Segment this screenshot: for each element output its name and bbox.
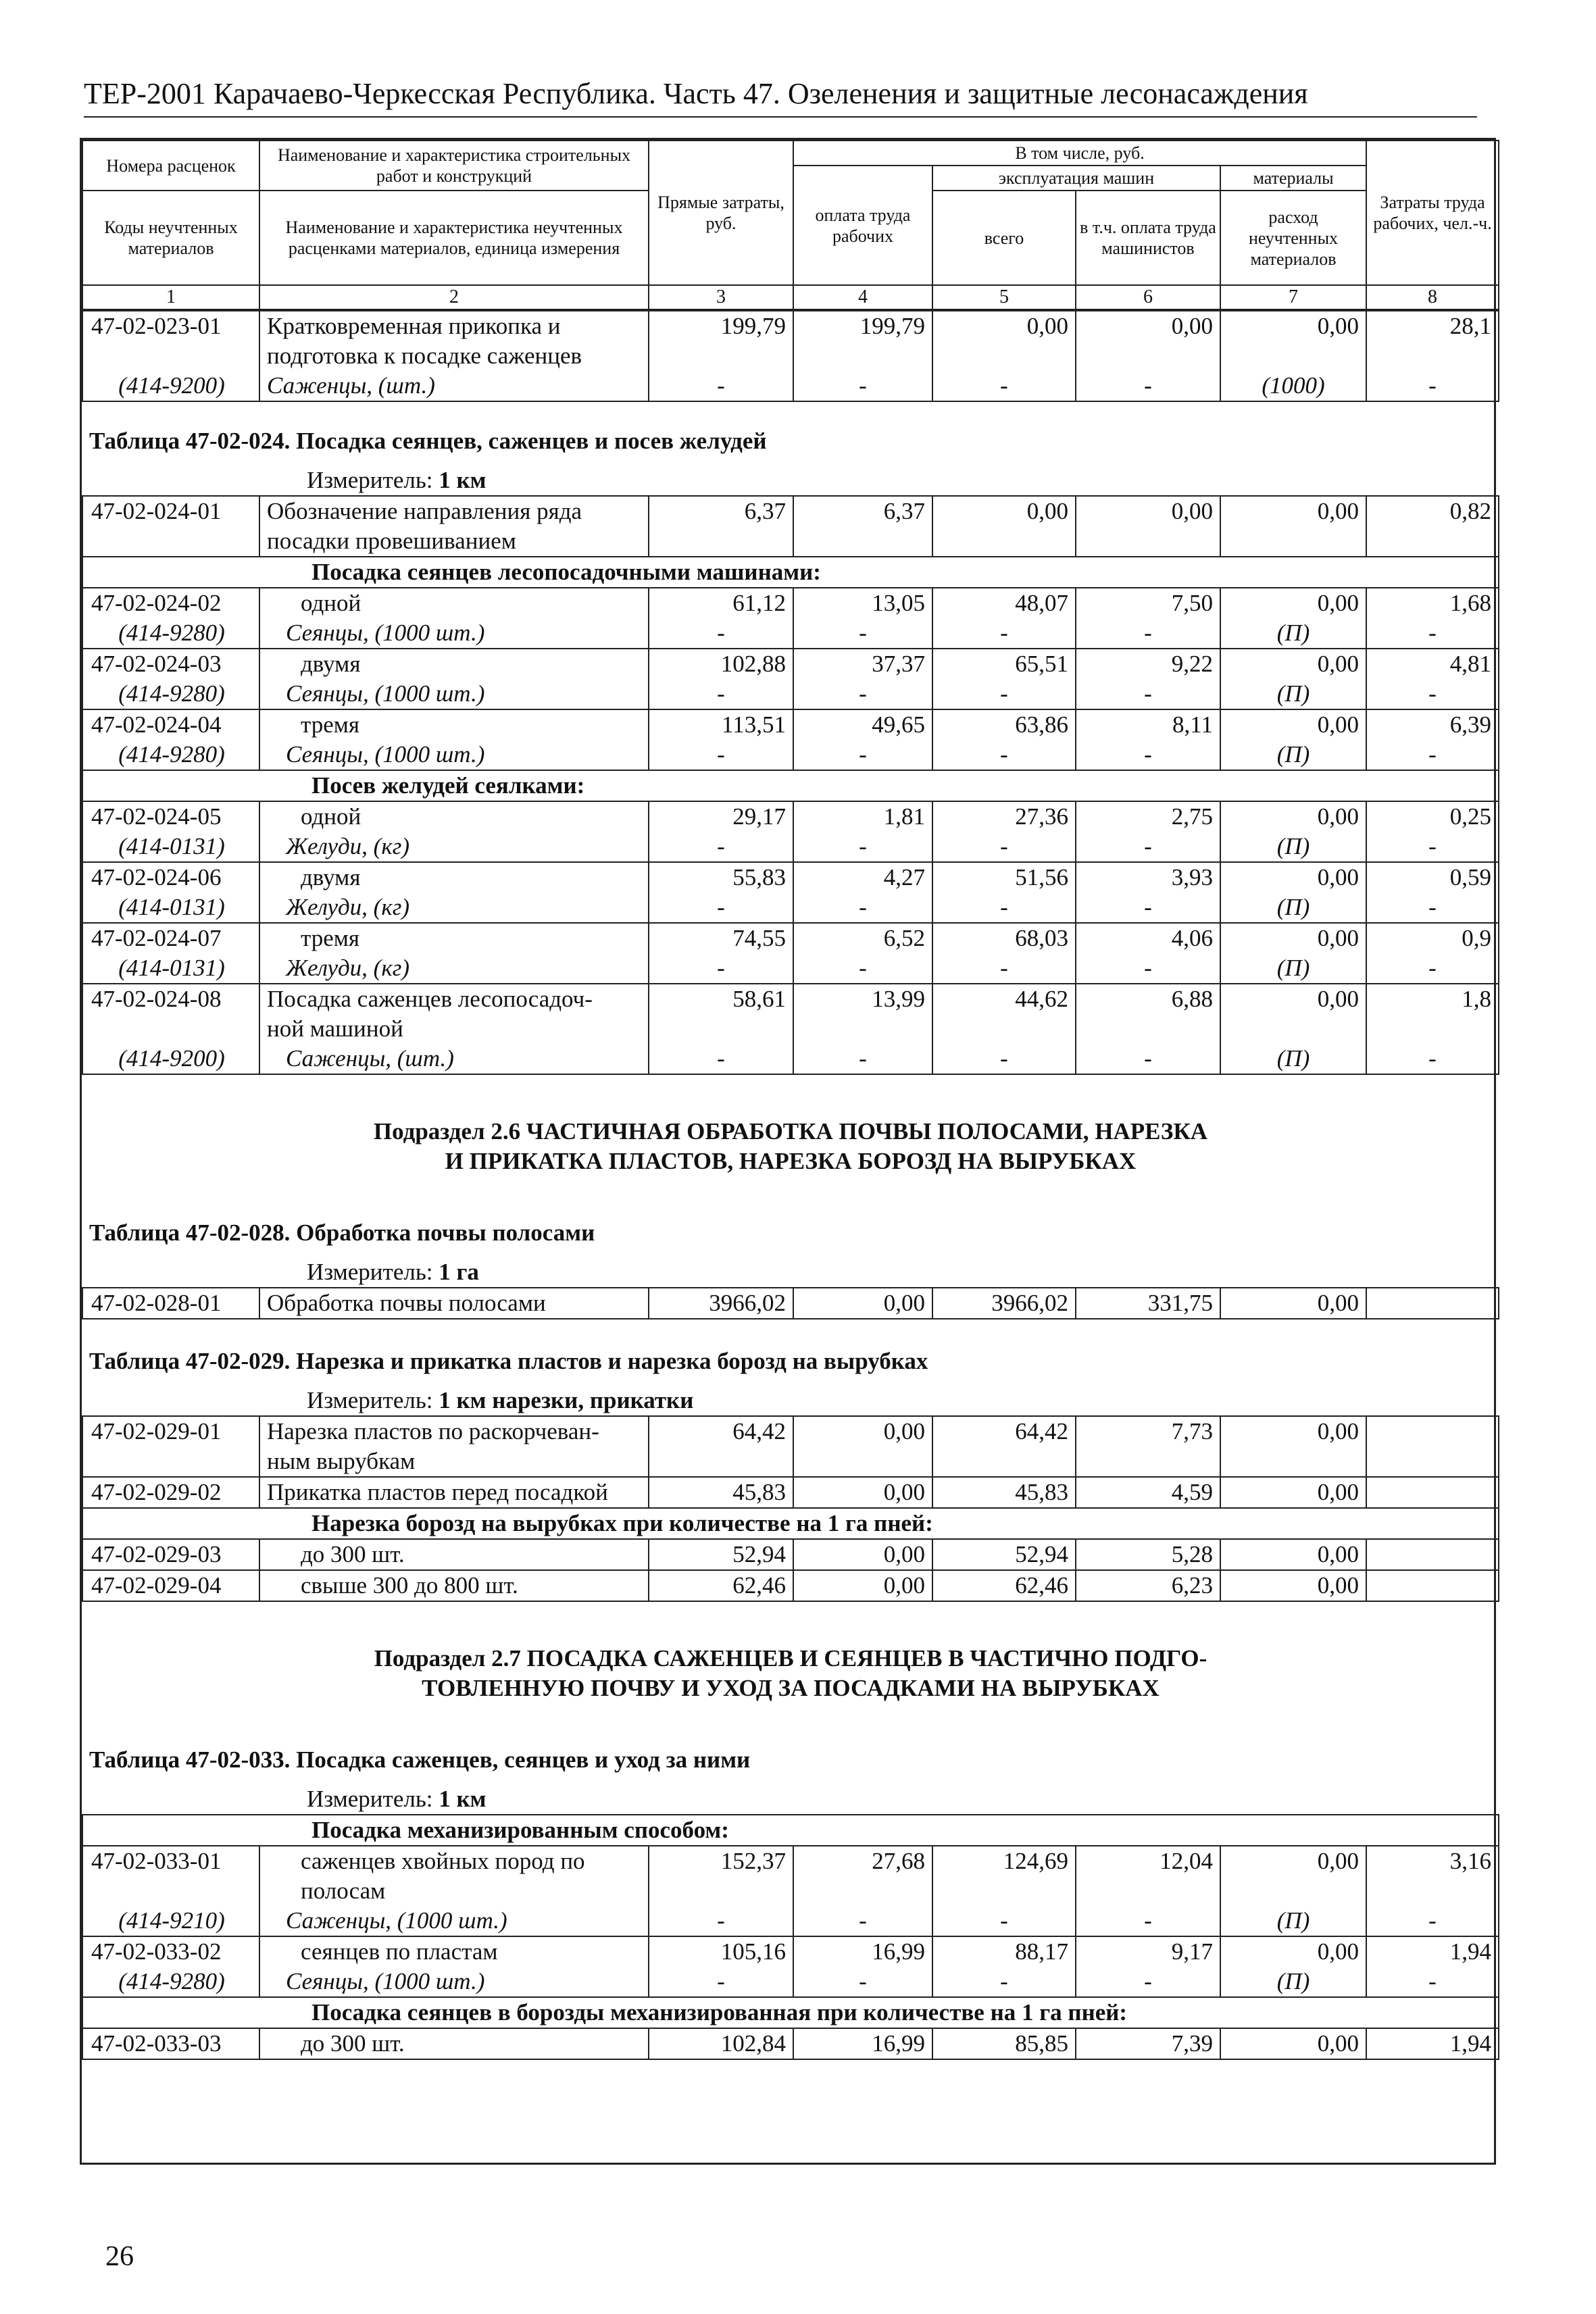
direct-costs: 62,46 [649,1570,793,1601]
rate-code: 47-02-024-06 [82,862,259,892]
rate-name: саженцев хвойных пород по [259,1846,649,1876]
material-usage: 0,00 [1220,2028,1366,2059]
material-value: - [1076,1044,1220,1074]
machines-total: 52,94 [932,1539,1076,1570]
rate-name: двумя [259,862,649,892]
col-number: 2 [259,285,649,309]
col-machines: эксплуатация машин [932,166,1220,191]
material-usage: 0,00 [1220,496,1366,526]
material-value: - [1076,832,1220,862]
direct-costs: 102,84 [649,2028,793,2059]
direct-costs: 55,83 [649,862,793,892]
material-value: - [1076,371,1220,401]
machinist-pay: 331,75 [1076,1288,1220,1319]
rate-name: Посадка саженцев лесопосадоч- [259,984,649,1014]
material-code: (414-9280) [82,740,259,770]
rates-body [82,310,1499,2060]
meter: Измеритель: 1 км нарезки, прикатки [307,1387,694,1413]
meter: Измеритель: 1 км [307,467,487,493]
labor-hours: 1,68 [1366,588,1499,618]
rate-name: одной [259,588,649,618]
rate-name: свыше 300 до 800 шт. [259,1570,649,1601]
material-value: - [1366,832,1499,862]
table-row [82,1477,1499,1508]
machinist-pay: 9,17 [1076,1936,1220,1967]
machinist-pay: 4,06 [1076,923,1220,953]
direct-costs: 45,83 [649,1477,793,1508]
labor-pay: 199,79 [793,311,932,341]
material-value: - [1076,1967,1220,1997]
material-row [82,371,1499,401]
rate-code: 47-02-033-03 [82,2028,259,2059]
material-name: Сеянцы, (1000 шт.) [259,618,649,649]
labor-pay: 0,00 [793,1539,932,1570]
table-row [82,2028,1499,2059]
material-code: (414-9280) [82,1967,259,1997]
machinist-pay: 7,73 [1076,1416,1220,1447]
material-value: - [793,892,932,923]
labor-hours: 1,94 [1366,2028,1499,2059]
material-value: - [932,953,1076,984]
rate-name: посадки провешиванием [259,526,649,557]
material-value: - [932,1044,1076,1074]
rate-code: 47-02-029-03 [82,1539,259,1570]
material-row [82,1967,1499,1997]
group-heading: Посадка сеянцев в борозды механизированная при количестве на 1 га пней: [82,1997,1499,2028]
group-heading: Посев желудей сеялками: [82,770,1499,801]
material-value: (П) [1220,1967,1366,1997]
material-value: - [649,892,793,923]
machines-total: 88,17 [932,1936,1076,1967]
material-value: (1000) [1220,371,1366,401]
material-usage: 0,00 [1220,801,1366,832]
rate-name: одной [259,801,649,832]
material-code: (414-0131) [82,892,259,923]
material-value: (П) [1220,953,1366,984]
material-usage: 0,00 [1220,311,1366,341]
material-value: - [1366,953,1499,984]
machines-total: 3966,02 [932,1288,1076,1319]
col-material-names: Наименование и характеристика неучтенных расценками материалов, единица измерения [259,191,649,285]
labor-pay: 1,81 [793,801,932,832]
material-value: - [793,832,932,862]
direct-costs: 61,12 [649,588,793,618]
material-value: - [649,1967,793,1997]
machinist-pay: 6,88 [1076,984,1220,1014]
rate-code: 47-02-024-07 [82,923,259,953]
machines-total: 0,00 [932,311,1076,341]
machinist-pay: 7,39 [1076,2028,1220,2059]
labor-pay: 16,99 [793,2028,932,2059]
rate-code: 47-02-033-01 [82,1846,259,1876]
material-row [82,1044,1499,1074]
labor-hours [1366,1539,1499,1570]
table-row [82,1416,1499,1447]
material-value: (П) [1220,618,1366,649]
machines-total: 48,07 [932,588,1076,618]
machines-total: 65,51 [932,649,1076,679]
labor-hours: 0,59 [1366,862,1499,892]
material-value: - [1366,1044,1499,1074]
machines-total: 0,00 [932,496,1076,526]
material-usage: 0,00 [1220,1288,1366,1319]
group-heading: Посадка сеянцев лесопосадочными машинами: [82,557,1499,588]
labor-hours [1366,1416,1499,1447]
material-value: - [649,618,793,649]
group-heading: Нарезка борозд на вырубках при количестве на 1 га пней: [82,1508,1499,1539]
machinist-pay: 2,75 [1076,801,1220,832]
material-name: Саженцы, (шт.) [259,1044,649,1074]
material-value: - [793,740,932,770]
table-row [82,1846,1499,1876]
rate-code: 47-02-029-04 [82,1570,259,1601]
material-value: - [793,1967,932,1997]
material-value: - [932,1967,1076,1997]
col-material-codes: Коды неучтенных материалов [82,191,259,285]
labor-hours: 0,9 [1366,923,1499,953]
machines-total: 51,56 [932,862,1076,892]
rate-name: Прикатка пластов перед посадкой [259,1477,649,1508]
machines-total: 44,62 [932,984,1076,1014]
labor-hours: 1,94 [1366,1936,1499,1967]
rate-name: Нарезка пластов по раскорчеван- [259,1416,649,1447]
material-value: - [1076,892,1220,923]
material-row [82,1906,1499,1936]
table-row [82,311,1499,341]
table-row [82,923,1499,953]
material-usage: 0,00 [1220,1416,1366,1447]
material-row [82,618,1499,649]
rate-name: тремя [259,923,649,953]
rate-code: 47-02-024-01 [82,496,259,526]
machinist-pay: 4,59 [1076,1477,1220,1508]
material-value: - [1076,1906,1220,1936]
material-value: - [793,953,932,984]
machines-total: 124,69 [932,1846,1076,1876]
meter: Измеритель: 1 км [307,1786,487,1812]
col-number: 4 [793,285,932,309]
column-header [82,140,1499,310]
machines-total: 85,85 [932,2028,1076,2059]
material-value: (П) [1220,1044,1366,1074]
rate-name: двумя [259,649,649,679]
material-row [82,953,1499,984]
material-row [82,740,1499,770]
labor-hours [1366,1288,1499,1319]
labor-pay: 27,68 [793,1846,932,1876]
material-usage: 0,00 [1220,984,1366,1014]
labor-hours: 28,1 [1366,311,1499,341]
rate-code: 47-02-029-02 [82,1477,259,1508]
col-rate-number: Номера расценок [82,141,259,191]
rate-name: Обработка почвы полосами [259,1288,649,1319]
direct-costs: 74,55 [649,923,793,953]
material-value: - [649,371,793,401]
col-machinist-pay: в т.ч. оплата труда машинистов [1076,191,1220,285]
machinist-pay: 9,22 [1076,649,1220,679]
material-value: (П) [1220,679,1366,709]
material-usage: 0,00 [1220,1539,1366,1570]
material-code: (414-0131) [82,953,259,984]
material-value: - [649,1044,793,1074]
material-row [82,892,1499,923]
col-number: 7 [1220,285,1366,309]
material-usage: 0,00 [1220,588,1366,618]
material-value: - [649,740,793,770]
machinist-pay: 0,00 [1076,496,1220,526]
material-value: - [932,740,1076,770]
labor-pay: 37,37 [793,649,932,679]
machinist-pay: 7,50 [1076,588,1220,618]
table-row [82,1570,1499,1601]
material-value: - [932,618,1076,649]
labor-pay: 6,52 [793,923,932,953]
rate-code: 47-02-024-02 [82,588,259,618]
material-usage: 0,00 [1220,709,1366,740]
material-value: - [932,371,1076,401]
material-value: - [1366,1967,1499,1997]
col-number: 1 [82,285,259,309]
rate-code: 47-02-024-04 [82,709,259,740]
rate-name: подготовка к посадке саженцев [259,341,649,371]
direct-costs: 64,42 [649,1416,793,1447]
rate-name: полосам [259,1876,649,1906]
machines-total: 64,42 [932,1416,1076,1447]
col-material-usage: расход неучтенных материалов [1220,191,1366,285]
material-name: Желуди, (кг) [259,953,649,984]
material-value: - [1076,679,1220,709]
rate-name: ной машиной [259,1014,649,1044]
material-value: - [793,1044,932,1074]
col-machines-total: всего [932,191,1076,285]
col-labor-pay: оплата труда рабочих [793,166,932,285]
table-row [82,984,1499,1014]
material-usage: 0,00 [1220,1846,1366,1876]
material-usage: 0,00 [1220,649,1366,679]
labor-pay: 16,99 [793,1936,932,1967]
rate-name: ным вырубкам [259,1447,649,1477]
meter: Измеритель: 1 га [307,1259,479,1285]
material-value: - [1366,618,1499,649]
material-usage: 0,00 [1220,1477,1366,1508]
labor-pay: 0,00 [793,1288,932,1319]
labor-pay: 0,00 [793,1416,932,1447]
rates-table-frame [80,138,1496,2165]
labor-hours: 4,81 [1366,649,1499,679]
material-value: - [932,1906,1076,1936]
table-row [82,709,1499,740]
material-value: - [793,1906,932,1936]
direct-costs: 29,17 [649,801,793,832]
machines-total: 62,46 [932,1570,1076,1601]
col-materials: материалы [1220,166,1366,191]
labor-pay: 13,05 [793,588,932,618]
material-name: Сеянцы, (1000 шт.) [259,740,649,770]
direct-costs: 6,37 [649,496,793,526]
labor-pay: 13,99 [793,984,932,1014]
material-value: - [649,679,793,709]
material-value: - [793,371,932,401]
table-title: Таблица 47-02-028. Обработка почвы полосами [89,1219,595,1246]
material-name: Саженцы, (шт.) [259,371,649,401]
col-number: 8 [1366,285,1499,309]
material-value: - [1076,953,1220,984]
machinist-pay: 6,23 [1076,1570,1220,1601]
col-including: В том числе, руб. [793,141,1366,166]
material-name: Сеянцы, (1000 шт.) [259,1967,649,1997]
machines-total: 45,83 [932,1477,1076,1508]
table-row [82,496,1499,526]
machinist-pay: 0,00 [1076,311,1220,341]
material-value: - [1366,679,1499,709]
labor-hours: 6,39 [1366,709,1499,740]
material-code: (414-9200) [82,371,259,401]
table-row [82,1539,1499,1570]
rate-name: Обозначение направления ряда [259,496,649,526]
rate-name: до 300 шт. [259,2028,649,2059]
rate-code: 47-02-024-03 [82,649,259,679]
material-value: - [649,1906,793,1936]
direct-costs: 102,88 [649,649,793,679]
material-value: - [793,618,932,649]
rate-name: тремя [259,709,649,740]
direct-costs: 3966,02 [649,1288,793,1319]
table-row [82,341,1499,371]
col-number: 6 [1076,285,1220,309]
machines-total: 63,86 [932,709,1076,740]
material-value: - [1366,892,1499,923]
labor-hours: 0,25 [1366,801,1499,832]
material-code: (414-9210) [82,1906,259,1936]
material-row [82,832,1499,862]
rate-name: Кратковременная прикопка и [259,311,649,341]
rate-code: 47-02-024-05 [82,801,259,832]
material-name: Желуди, (кг) [259,892,649,923]
table-row [82,526,1499,557]
table-row [82,1288,1499,1319]
material-value: - [1366,371,1499,401]
machinist-pay: 12,04 [1076,1846,1220,1876]
page-number: 26 [105,2241,134,2272]
table-title: Таблица 47-02-029. Нарезка и прикатка пластов и нарезка борозд на вырубках [89,1348,928,1374]
material-value: - [932,679,1076,709]
material-value: (П) [1220,1906,1366,1936]
col-number: 3 [649,285,793,309]
labor-pay: 0,00 [793,1570,932,1601]
material-usage: 0,00 [1220,923,1366,953]
material-value: (П) [1220,892,1366,923]
material-usage: 0,00 [1220,862,1366,892]
table-title: Таблица 47-02-033. Посадка саженцев, сеянцев и уход за ними [89,1746,751,1773]
material-value: - [932,832,1076,862]
direct-costs: 199,79 [649,311,793,341]
col-number: 5 [932,285,1076,309]
material-usage: 0,00 [1220,1936,1366,1967]
material-value: - [1366,1906,1499,1936]
rate-code: 47-02-033-02 [82,1936,259,1967]
material-code: (414-9280) [82,618,259,649]
material-usage: 0,00 [1220,1570,1366,1601]
material-code: (414-9200) [82,1044,259,1074]
section-heading: ТОВЛЕННУЮ ПОЧВУ И УХОД ЗА ПОСАДКАМИ НА ВЫРУБКАХ [422,1675,1159,1701]
material-value: - [793,679,932,709]
table-row [82,862,1499,892]
direct-costs: 152,37 [649,1846,793,1876]
machines-total: 68,03 [932,923,1076,953]
page-header: ТЕР-2001 Карачаево-Черкесская Республика. Часть 47. Озеленения и защитные лесонасаждения [84,74,1477,118]
material-row [82,679,1499,709]
labor-hours: 0,82 [1366,496,1499,526]
material-name: Желуди, (кг) [259,832,649,862]
rate-code: 47-02-029-01 [82,1416,259,1447]
table-title: Таблица 47-02-024. Посадка сеянцев, саженцев и посев желудей [89,428,767,454]
material-value: - [932,892,1076,923]
col-work-name: Наименование и характеристика строительных работ и конструкций [259,141,649,191]
material-name: Сеянцы, (1000 шт.) [259,679,649,709]
table-row [82,801,1499,832]
table-row [82,1936,1499,1967]
direct-costs: 113,51 [649,709,793,740]
rate-code: 47-02-024-08 [82,984,259,1014]
table-row [82,588,1499,618]
machinist-pay: 3,93 [1076,862,1220,892]
material-value: - [1076,618,1220,649]
material-code: (414-0131) [82,832,259,862]
labor-hours: 3,16 [1366,1846,1499,1876]
direct-costs: 52,94 [649,1539,793,1570]
machinist-pay: 8,11 [1076,709,1220,740]
table-row [82,1447,1499,1477]
direct-costs: 58,61 [649,984,793,1014]
material-value: - [1076,740,1220,770]
section-heading: Подраздел 2.6 ЧАСТИЧНАЯ ОБРАБОТКА ПОЧВЫ ПОЛОСАМИ, НАРЕЗКА [373,1118,1208,1145]
section-heading: Подраздел 2.7 ПОСАДКА САЖЕНЦЕВ И СЕЯНЦЕВ В ЧАСТИЧНО ПОДГО- [374,1645,1207,1671]
material-value: - [1366,740,1499,770]
labor-hours: 1,8 [1366,984,1499,1014]
rate-code: 47-02-023-01 [82,311,259,341]
labor-pay: 6,37 [793,496,932,526]
material-value: - [649,832,793,862]
labor-pay: 49,65 [793,709,932,740]
machines-total: 27,36 [932,801,1076,832]
rate-name: до 300 шт. [259,1539,649,1570]
labor-hours [1366,1570,1499,1601]
table-row [82,649,1499,679]
material-value: - [649,953,793,984]
col-direct-costs: Прямые затраты, руб. [649,141,793,285]
labor-pay: 0,00 [793,1477,932,1508]
material-value: (П) [1220,740,1366,770]
machinist-pay: 5,28 [1076,1539,1220,1570]
direct-costs: 105,16 [649,1936,793,1967]
material-name: Саженцы, (1000 шт.) [259,1906,649,1936]
table-row [82,1014,1499,1044]
material-code: (414-9280) [82,679,259,709]
labor-pay: 4,27 [793,862,932,892]
col-labor-hours: Затраты труда рабочих, чел.-ч. [1366,141,1499,285]
rate-code: 47-02-028-01 [82,1288,259,1319]
group-heading: Посадка механизированным способом: [82,1815,1499,1846]
labor-hours [1366,1477,1499,1508]
section-heading: И ПРИКАТКА ПЛАСТОВ, НАРЕЗКА БОРОЗД НА ВЫРУБКАХ [445,1148,1137,1174]
material-value: (П) [1220,832,1366,862]
rate-name: сеянцев по пластам [259,1936,649,1967]
table-row [82,1876,1499,1906]
